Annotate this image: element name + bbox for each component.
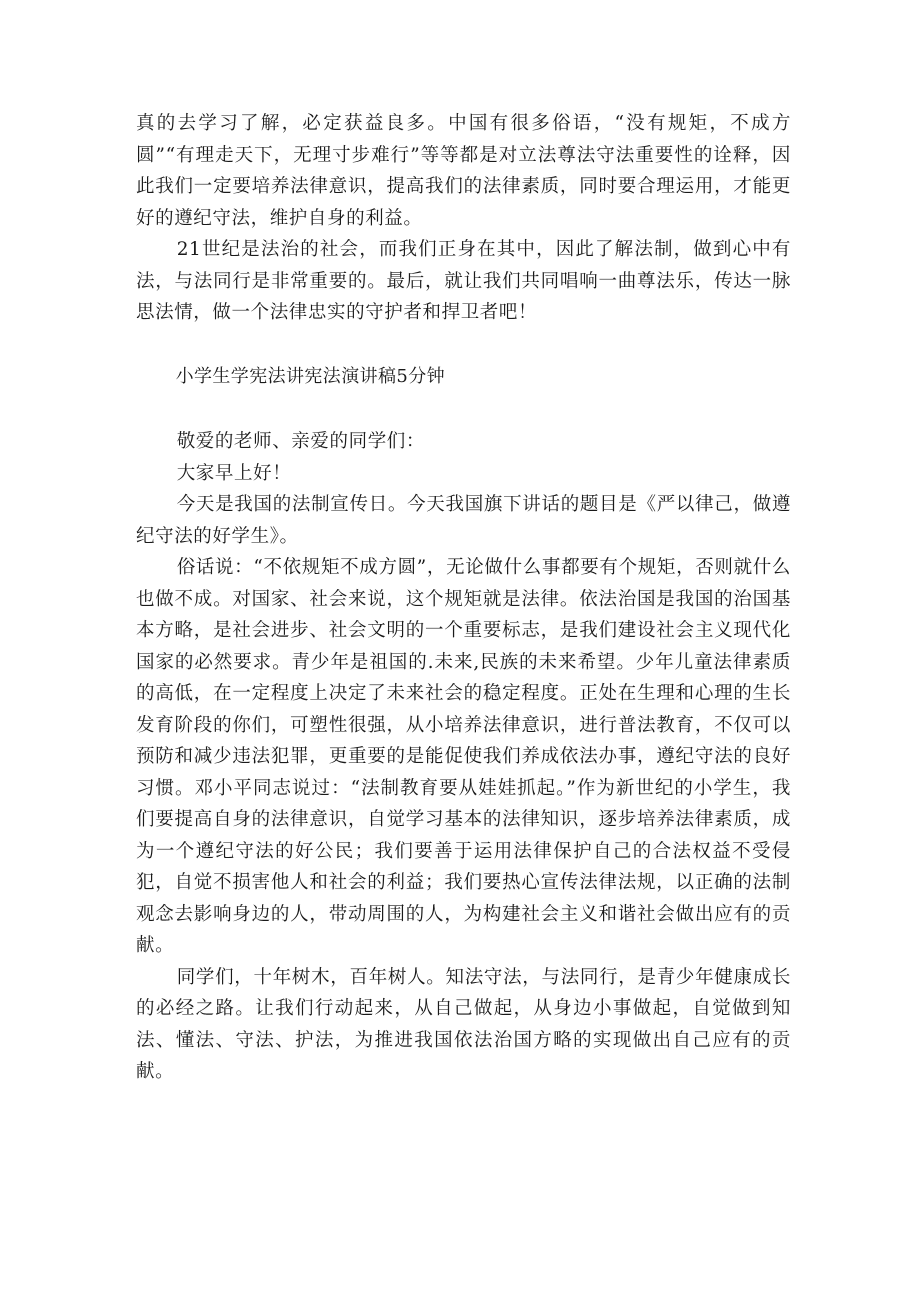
spacer xyxy=(136,392,791,426)
continuation-paragraph: 真的去学习了解，必定获益良多。中国有很多俗语，“没有规矩，不成方圆”“有理走天下，无理寸步难行”等等都是对立法尊法守法重要性的诠释，因此我们一定要培养法律意识，提高我们的法律素质，同时要合理运用，才能更好的遵纪守法，维护自身的利益。 xyxy=(136,113,791,229)
body-paragraph-2: 俗话说：“不依规矩不成方圆”，无论做什么事都要有个规矩，否则就什么也做不成。对国家、社会来说，这个规矩就是法律。依法治国是我国的治国基本方略，是社会进步、社会文明的一个重要标志，是我们建设社会主义现代化国家的必然要求。青少年是祖国的.未来,民族的未来希望。少年儿童法律素质的高低，在一定程度上决定了未来社会的稳定程度。正处在生理和心理的生长发育阶段的你们，可塑性很强，从小培养法律意识，进行普法教育，不仅可以预防和减少违法犯罪，更重要的是能促使我们养成依法办事，遵纪守法的良好习惯。邓小平同志说过：“法制教育要从娃娃抓起。”作为新世纪的小学生，我们要提高自身的法律意识，自觉学习基本的法律知识，逐步培养法律素质，成为一个遵纪守法的好公民；我们要善于运用法律保护自己的合法权益不受侵犯，自觉不损害他人和社会的利益；我们要热心宣传法律法规，以正确的法制观念去影响身边的人，带动周围的人，为构建社会主义和谐社会做出应有的贡献。 xyxy=(136,557,791,956)
spacer xyxy=(136,329,791,361)
salutation: 敬爱的老师、亲爱的同学们： xyxy=(176,431,425,452)
conclusion-paragraph: 21世纪是法治的社会，而我们正身在其中，因此了解法制，做到心中有法，与法同行是非常重要的。最后，就让我们共同唱响一曲尊法乐，传达一脉思法情，做一个法律忠实的守护者和捍卫者吧！ xyxy=(136,239,791,323)
body-paragraph-3: 同学们，十年树木，百年树人。知法守法，与法同行，是青少年健康成长的必经之路。让我们行动起来，从自己做起，从身边小事做起，自觉做到知法、懂法、守法、护法，为推进我国依法治国方略的实现做出自己应有的贡献。 xyxy=(136,966,791,1082)
document-page xyxy=(136,108,791,1088)
greeting: 大家早上好！ xyxy=(176,462,292,484)
speech-title: 小学生学宪法讲宪法演讲稿5分钟 xyxy=(175,365,446,387)
body-paragraph-1: 今天是我国的法制宣传日。今天我国旗下讲话的题目是《严以律己，做遵纪守法的好学生》。 xyxy=(136,494,791,547)
